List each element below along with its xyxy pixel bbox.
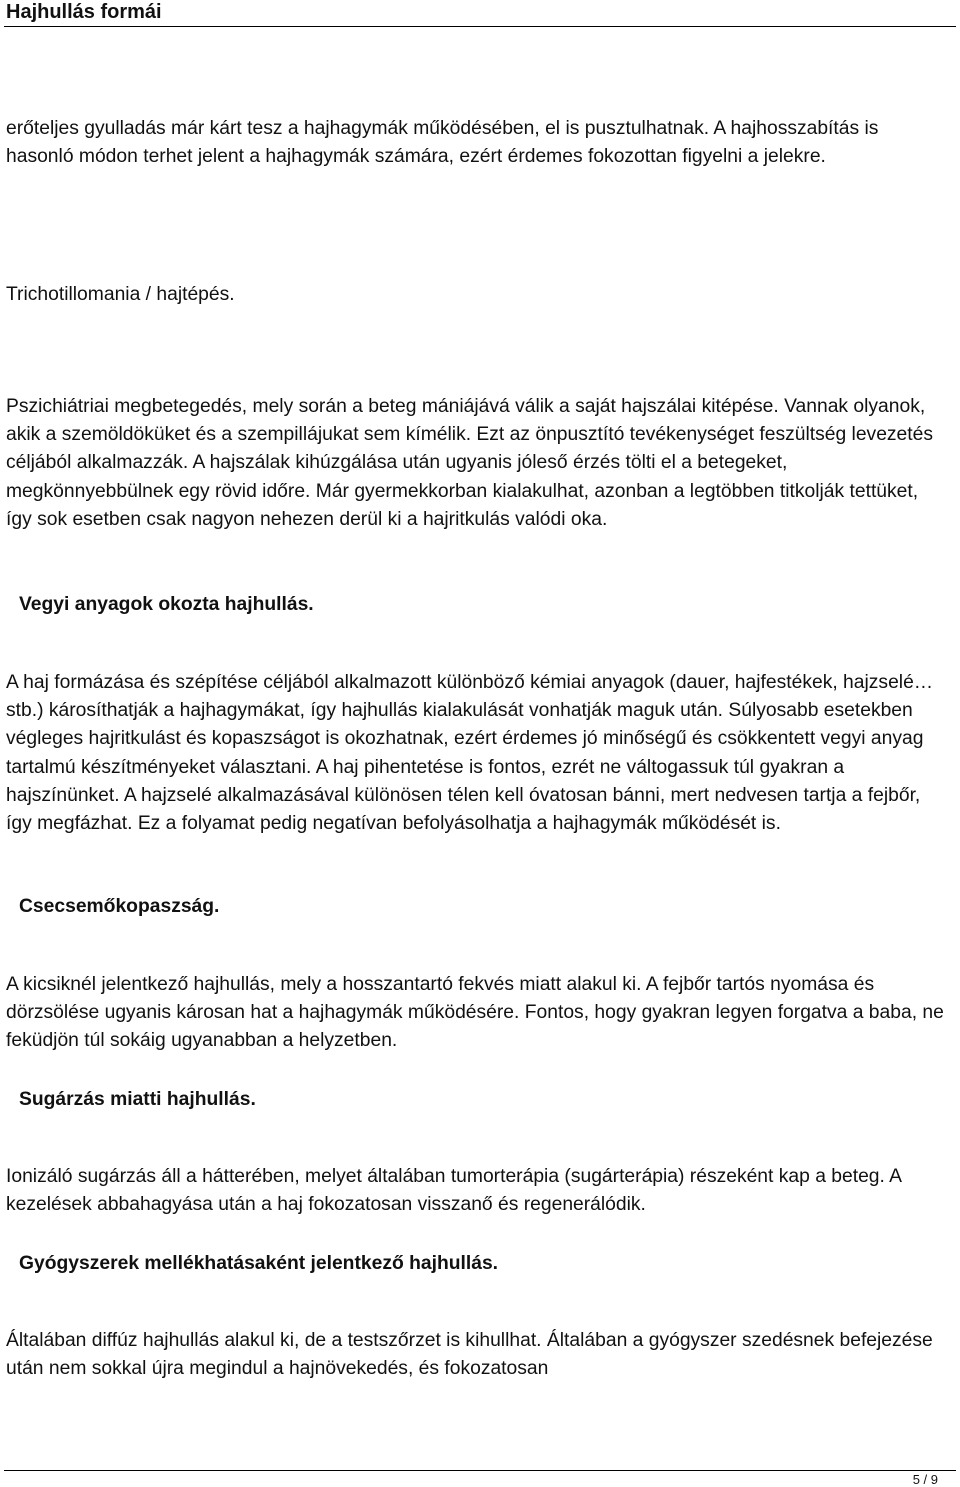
header-divider bbox=[4, 26, 956, 27]
page-header-title: Hajhullás formái bbox=[6, 1, 162, 23]
footer-divider bbox=[4, 1470, 956, 1471]
paragraph-chemical: A haj formázása és szépítése céljából alkalmazott különböző kémiai anyagok (dauer, hajfestékek, hajzselé…stb.) károsíthatják a hajhagymákat, így hajhullás kialakulását vonhatják maguk után. Súlyosabb esetekben végleges hajritkulást és kopaszságot is okozhatnak, ezért érdemes jó minőségű és csökkentett vegyi anyag tartalmú készítményeket választani. A haj pihentetése is fontos, ezrét ne váltogassuk túl gyakran a hajszínünket. A hajzselé alkalmazásával különösen télen kell óvatosan bánni, mert nedvesen tartja a fejbőr, így megfázhat. Ez a folyamat pedig negatívan befolyásolhatja a hajhagymák működését is. bbox=[6, 672, 934, 835]
page-number: 5 / 9 bbox=[912, 1472, 938, 1487]
paragraph-medication: Általában diffúz hajhullás alakul ki, de a testszőrzet is kihullhat. Általában a gyógyszer szedésnek befejezése után nem sokkal újra megindul a hajnövekedés, és fokozatosan bbox=[6, 1330, 933, 1380]
subheading-radiation: Sugárzás miatti hajhullás. bbox=[19, 1089, 256, 1110]
subheading-infant: Csecsemőkopaszság. bbox=[19, 896, 220, 917]
paragraph-radiation: Ionizáló sugárzás áll a hátterében, melyet általában tumorterápia (sugárterápia) részeként kap a beteg. A kezelések abbahagyása után a haj fokozatosan visszanő és regenerálódik. bbox=[6, 1166, 901, 1216]
subheading-medication: Gyógyszerek mellékhatásaként jelentkező hajhullás. bbox=[19, 1253, 499, 1274]
subheading-chemical: Vegyi anyagok okozta hajhullás. bbox=[19, 594, 314, 615]
paragraph-infant: A kicsiknél jelentkező hajhullás, mely a hosszantartó fekvés miatt alakul ki. A fejbőr tartós nyomása és dörzsölése ugyanis károsan hat a hajhagymák működésére. Fontos, hogy gyakran legyen forgatva a baba, ne feküdjön túl sokáig ugyanabban a helyzetben. bbox=[6, 974, 944, 1052]
paragraph-trichotillomania-heading: Trichotillomania / hajtépés. bbox=[6, 284, 235, 305]
paragraph-trichotillomania: Pszichiátriai megbetegedés, mely során a beteg mániájává válik a saját hajszálai kitépése. Vannak olyanok, akik a szemöldöküket és a szempillájukat sem kímélik. Ezt az önpusztító tevékenységet feszültség levezetés céljából alkalmazzák. A hajszálak kihúzgálása után ugyanis jóleső érzés tölti el a betegeket, megkönnyebbülnek egy rövid időre. Már gyermekkorban kialakulhat, azonban a legtöbben titkolják tettüket, így sok esetben csak nagyon nehezen derül ki a hajritkulás valódi oka. bbox=[6, 396, 934, 530]
paragraph-hair-extension: erőteljes gyulladás már kárt tesz a hajhagymák működésében, el is pusztulhatnak. A hajhosszabítás is hasonló módon terhet jelent a hajhagymák számára, ezért érdemes fokozottan figyelni a jelekre. bbox=[6, 118, 879, 168]
